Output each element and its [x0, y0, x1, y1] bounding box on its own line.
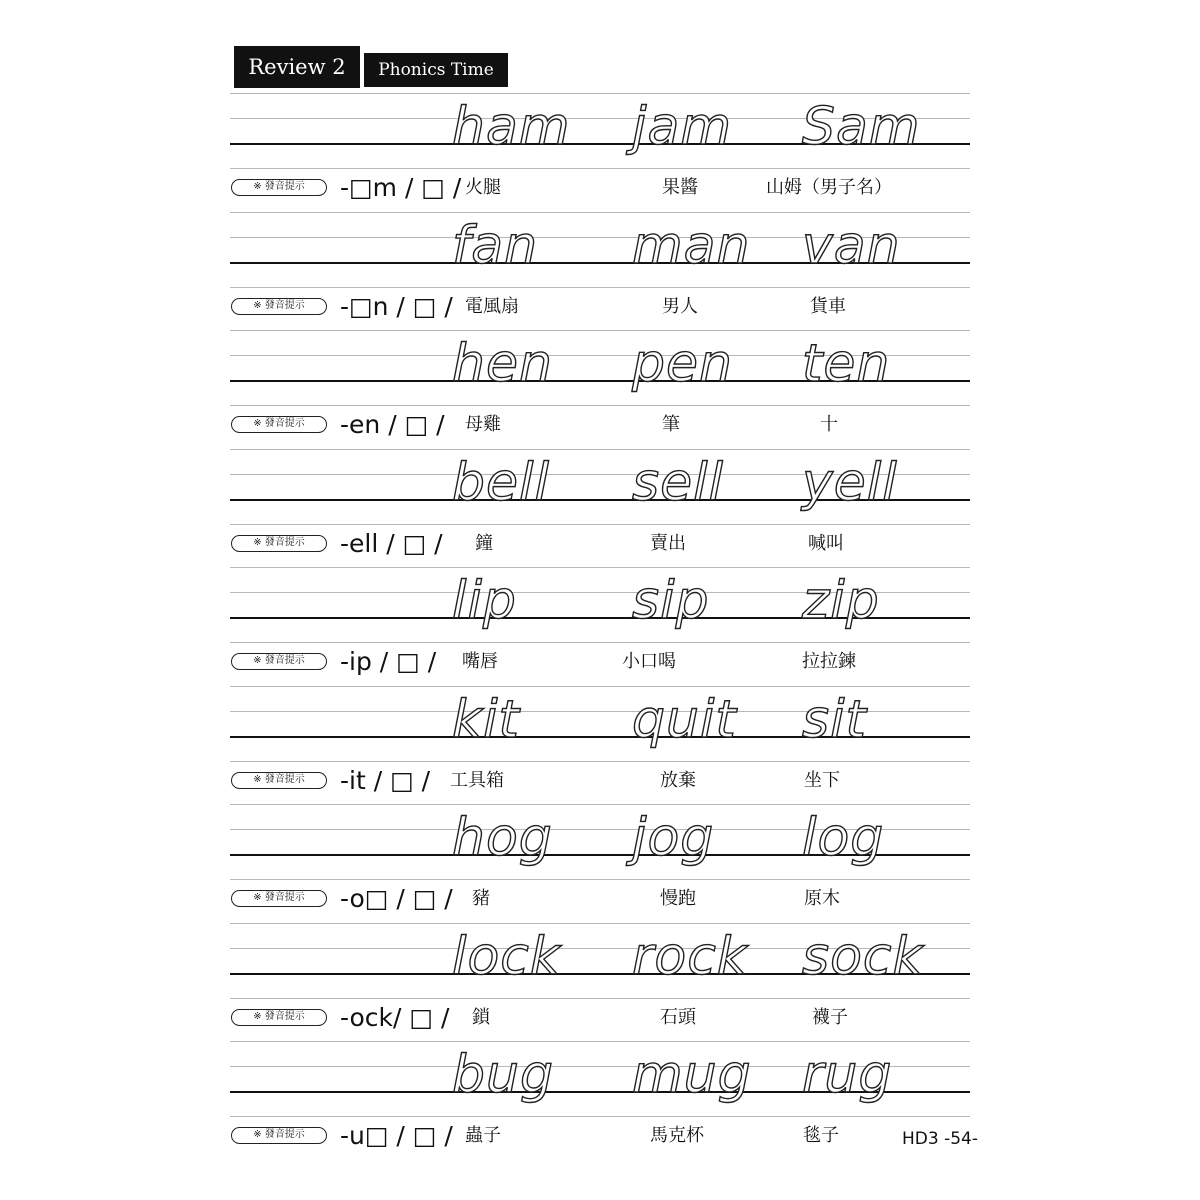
pronunciation-hint-badge: ※ 發音提示: [231, 653, 327, 670]
phonics-pattern: -□m / □ /: [340, 173, 462, 202]
guide-top-line: [230, 449, 970, 450]
trace-word: mug: [632, 1045, 752, 1105]
guide-top-line: [230, 923, 970, 924]
word-meaning: 山姆（男子名）: [766, 177, 892, 198]
section-title: Phonics Time: [364, 53, 508, 87]
guide-bottom-line: [230, 1116, 970, 1117]
word-meaning: 工具箱: [450, 769, 504, 791]
word-meaning: 原木: [804, 888, 840, 909]
word-meaning: 嘴唇: [462, 651, 498, 672]
trace-word: lip: [452, 571, 517, 631]
pronunciation-hint-badge: ※ 發音提示: [231, 179, 327, 196]
practice-row: [0, 330, 1200, 448]
trace-word: sock: [802, 926, 924, 987]
page-number: HD3 -54-: [902, 1129, 978, 1149]
word-meaning: 貨車: [810, 295, 846, 317]
pronunciation-hint-badge: ※ 發音提示: [231, 416, 327, 433]
trace-word: fan: [452, 215, 539, 276]
word-meaning: 拉拉鍊: [802, 651, 856, 672]
guide-top-line: [230, 804, 970, 805]
trace-word: ham: [452, 97, 571, 157]
trace-word: rug: [802, 1045, 893, 1105]
trace-word: jog: [632, 808, 715, 868]
pronunciation-hint-badge: ※ 發音提示: [231, 535, 327, 552]
trace-word: sip: [632, 571, 710, 631]
guide-bottom-line: [230, 998, 970, 999]
word-meaning: 母雞: [465, 414, 501, 435]
trace-word: van: [802, 215, 901, 276]
pronunciation-hint-badge: ※ 發音提示: [231, 890, 327, 907]
trace-word: sell: [632, 452, 724, 513]
word-meaning: 喊叫: [808, 532, 844, 554]
pronunciation-hint-badge: ※ 發音提示: [231, 1009, 327, 1026]
word-meaning: 筆: [662, 414, 680, 435]
word-meaning: 坐下: [804, 769, 840, 791]
trace-word: hen: [452, 334, 553, 394]
word-meaning: 鎖: [472, 1006, 490, 1028]
guide-bottom-line: [230, 405, 970, 406]
guide-bottom-line: [230, 524, 970, 525]
guide-top-line: [230, 567, 970, 568]
phonics-pattern: -□n / □ /: [340, 291, 453, 321]
phonics-pattern: -it / □ /: [340, 765, 431, 795]
word-meaning: 豬: [472, 888, 490, 909]
practice-row: [0, 212, 1200, 330]
phonics-pattern: -ip / □ /: [340, 647, 437, 676]
trace-word: Sam: [802, 97, 921, 157]
guide-top-line: [230, 330, 970, 331]
practice-row: [0, 923, 1200, 1041]
trace-word: log: [802, 808, 885, 868]
word-meaning: 火腿: [465, 177, 501, 198]
guide-bottom-line: [230, 168, 970, 169]
phonics-pattern: -ock/ □ /: [340, 1002, 450, 1032]
phonics-pattern: -u□ / □ /: [340, 1121, 453, 1150]
trace-word: bug: [452, 1045, 554, 1105]
trace-word: sit: [802, 689, 867, 750]
word-meaning: 毯子: [803, 1125, 839, 1146]
trace-word: kit: [452, 689, 520, 750]
practice-row: [0, 567, 1200, 685]
review-tab: Review 2: [234, 46, 360, 88]
trace-word: lock: [452, 926, 561, 987]
pronunciation-hint-badge: ※ 發音提示: [231, 1127, 327, 1144]
word-meaning: 電風扇: [465, 295, 519, 317]
phonics-pattern: -en / □ /: [340, 410, 445, 439]
trace-word: hog: [452, 808, 553, 868]
guide-bottom-line: [230, 642, 970, 643]
word-meaning: 放棄: [660, 769, 696, 791]
word-meaning: 石頭: [660, 1006, 696, 1028]
pronunciation-hint-badge: ※ 發音提示: [231, 298, 327, 315]
trace-word: bell: [452, 452, 550, 513]
practice-row: [0, 449, 1200, 567]
trace-word: ten: [802, 334, 891, 394]
guide-top-line: [230, 686, 970, 687]
phonics-pattern: -ell / □ /: [340, 528, 443, 558]
word-meaning: 鐘: [475, 532, 493, 554]
word-meaning: 果醬: [662, 177, 698, 198]
word-meaning: 蟲子: [465, 1125, 501, 1146]
guide-bottom-line: [230, 761, 970, 762]
practice-row: [0, 686, 1200, 804]
word-meaning: 賣出: [650, 532, 686, 554]
word-meaning: 慢跑: [660, 888, 696, 909]
guide-bottom-line: [230, 879, 970, 880]
word-meaning: 襪子: [812, 1006, 848, 1028]
trace-word: man: [632, 215, 751, 276]
guide-top-line: [230, 1041, 970, 1042]
practice-row: [0, 93, 1200, 211]
word-meaning: 小口喝: [622, 651, 676, 672]
trace-word: yell: [802, 452, 898, 513]
practice-row: [0, 804, 1200, 922]
practice-row: [0, 1041, 1200, 1159]
guide-top-line: [230, 93, 970, 94]
guide-top-line: [230, 212, 970, 213]
phonics-pattern: -o□ / □ /: [340, 884, 453, 913]
trace-word: jam: [632, 97, 732, 157]
trace-word: zip: [802, 571, 880, 631]
trace-word: quit: [632, 689, 737, 750]
guide-bottom-line: [230, 287, 970, 288]
trace-word: rock: [632, 926, 748, 987]
word-meaning: 男人: [662, 295, 698, 317]
pronunciation-hint-badge: ※ 發音提示: [231, 772, 327, 789]
word-meaning: 十: [820, 414, 838, 435]
trace-word: pen: [632, 334, 733, 394]
word-meaning: 馬克杯: [650, 1125, 704, 1146]
